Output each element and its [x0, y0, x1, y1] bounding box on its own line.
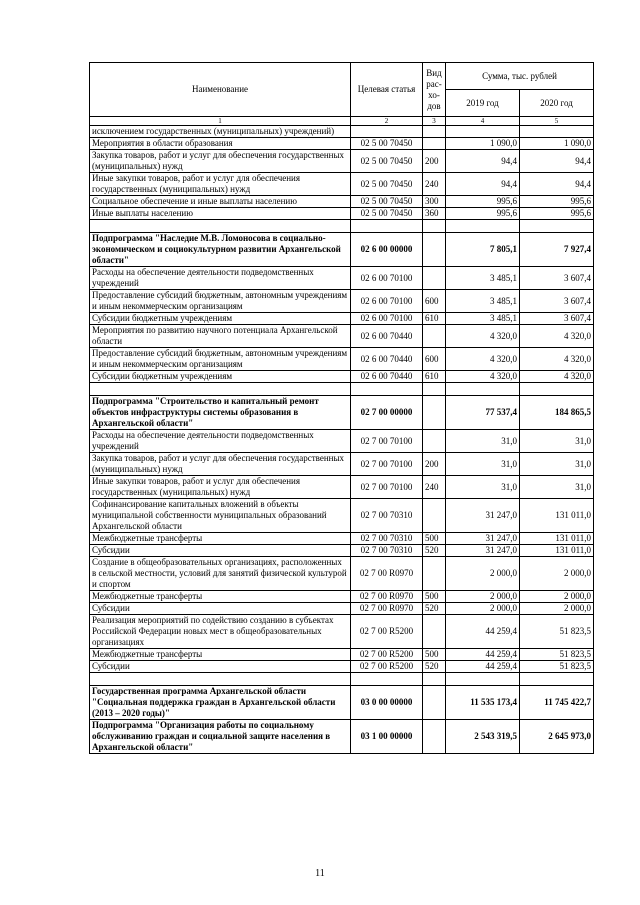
row-value-2020: 94,4	[520, 150, 594, 173]
row-value-2019: 94,4	[446, 173, 520, 196]
row-type	[423, 720, 446, 754]
row-code	[351, 126, 423, 138]
row-type	[423, 686, 446, 720]
table-row	[90, 557, 594, 591]
row-code: 03 0 00 00000	[351, 686, 423, 720]
row-type: 240	[423, 173, 446, 196]
row-value-2020: 4 320,0	[520, 371, 594, 383]
row-value-2020: 184 865,5	[520, 396, 594, 430]
row-name: Подпрограмма "Строительство и капитальный ремонт объектов инфраструктуры системы образования в Архангельской области"	[90, 396, 351, 430]
row-name: Предоставление субсидий бюджетным, автономным учреждениям и иным некоммерческим организациям	[90, 290, 351, 313]
empty-cell	[90, 383, 351, 396]
row-name: Субсидии	[90, 661, 351, 673]
empty-cell	[423, 220, 446, 233]
header-2019: 2019 год	[446, 90, 520, 117]
table-row	[90, 126, 594, 138]
row-code: 02 5 00 70450	[351, 208, 423, 220]
table-row	[90, 649, 594, 661]
row-value-2019: 1 090,0	[446, 138, 520, 150]
row-code: 02 7 00 70100	[351, 430, 423, 453]
row-value-2020: 131 011,0	[520, 499, 594, 533]
row-type	[423, 499, 446, 533]
row-value-2020: 31,0	[520, 476, 594, 499]
row-code: 02 7 00 70310	[351, 499, 423, 533]
table-row	[90, 430, 594, 453]
row-value-2019: 44 259,4	[446, 661, 520, 673]
row-code: 02 7 00 R5200	[351, 649, 423, 661]
row-code: 02 7 00 R0970	[351, 557, 423, 591]
table-row	[90, 208, 594, 220]
empty-cell	[520, 383, 594, 396]
row-name: Мероприятия по развитию научного потенциала Архангельской области	[90, 325, 351, 348]
table-header	[90, 63, 594, 126]
header-2020: 2020 год	[520, 90, 594, 117]
empty-cell	[423, 673, 446, 686]
row-value-2019: 44 259,4	[446, 649, 520, 661]
empty-cell	[520, 673, 594, 686]
column-number-row	[90, 117, 594, 126]
row-value-2019: 2 000,0	[446, 557, 520, 591]
row-code: 02 7 00 70100	[351, 476, 423, 499]
row-code: 02 7 00 70310	[351, 533, 423, 545]
row-value-2019: 995,6	[446, 208, 520, 220]
row-code: 02 7 00 R5200	[351, 615, 423, 649]
row-name: Иные закупки товаров, работ и услуг для обеспечения государственных (муниципальных) нужд	[90, 173, 351, 196]
row-value-2019: 77 537,4	[446, 396, 520, 430]
column-number: 2	[351, 117, 423, 126]
row-value-2020: 3 607,4	[520, 290, 594, 313]
row-code: 02 7 00 R5200	[351, 661, 423, 673]
table-row	[90, 150, 594, 173]
row-type	[423, 233, 446, 267]
table-row	[90, 661, 594, 673]
spacer-row	[90, 220, 594, 233]
table-row	[90, 591, 594, 603]
table-row	[90, 720, 594, 754]
row-type: 520	[423, 545, 446, 557]
row-value-2020: 51 823,5	[520, 649, 594, 661]
row-type: 500	[423, 591, 446, 603]
row-value-2019: 7 805,1	[446, 233, 520, 267]
row-type: 200	[423, 453, 446, 476]
row-value-2019: 44 259,4	[446, 615, 520, 649]
empty-cell	[90, 673, 351, 686]
row-value-2020: 131 011,0	[520, 545, 594, 557]
row-value-2020	[520, 126, 594, 138]
row-value-2020: 3 607,4	[520, 313, 594, 325]
row-name: Реализация мероприятий по содействию созданию в субъектах Российской Федерации новых мест в общеобразовательных организациях	[90, 615, 351, 649]
row-value-2020: 4 320,0	[520, 348, 594, 371]
row-value-2019: 31 247,0	[446, 533, 520, 545]
row-name: Закупка товаров, работ и услуг для обеспечения государственных (муниципальных) нужд	[90, 150, 351, 173]
row-value-2020: 51 823,5	[520, 661, 594, 673]
row-name: Расходы на обеспечение деятельности подведомственных учреждений	[90, 430, 351, 453]
row-code: 02 5 00 70450	[351, 138, 423, 150]
table-row	[90, 533, 594, 545]
row-code: 02 6 00 70440	[351, 325, 423, 348]
table-row	[90, 196, 594, 208]
row-code: 02 5 00 70450	[351, 196, 423, 208]
row-type: 360	[423, 208, 446, 220]
row-name: Социальное обеспечение и иные выплаты населению	[90, 196, 351, 208]
row-value-2020: 11 745 422,7	[520, 686, 594, 720]
row-name: Подпрограмма "Наследие М.В. Ломоносова в социально-экономическом и социокультурном развитии Архангельской области"	[90, 233, 351, 267]
row-value-2019: 2 543 319,5	[446, 720, 520, 754]
column-number: 5	[520, 117, 594, 126]
table-row	[90, 325, 594, 348]
row-name: Межбюджетные трансферты	[90, 649, 351, 661]
row-code: 02 6 00 70440	[351, 348, 423, 371]
empty-cell	[351, 220, 423, 233]
row-name: Иные закупки товаров, работ и услуг для обеспечения государственных (муниципальных) нужд	[90, 476, 351, 499]
table-row	[90, 545, 594, 557]
header-code: Целевая статья	[351, 63, 423, 117]
row-code: 02 6 00 70100	[351, 290, 423, 313]
table-row	[90, 499, 594, 533]
row-name: Субсидии	[90, 545, 351, 557]
header-name: Наименование	[90, 63, 351, 117]
row-value-2019: 31 247,0	[446, 499, 520, 533]
row-type: 610	[423, 313, 446, 325]
row-name: Иные выплаты населению	[90, 208, 351, 220]
row-type: 610	[423, 371, 446, 383]
row-type	[423, 325, 446, 348]
row-code: 02 7 00 70100	[351, 453, 423, 476]
header-sum: Сумма, тыс. рублей	[446, 63, 594, 90]
row-name: Межбюджетные трансферты	[90, 591, 351, 603]
row-value-2019: 31,0	[446, 476, 520, 499]
row-type: 240	[423, 476, 446, 499]
row-code: 02 6 00 70100	[351, 313, 423, 325]
column-number: 3	[423, 117, 446, 126]
row-type	[423, 138, 446, 150]
row-name: Межбюджетные трансферты	[90, 533, 351, 545]
table-body	[90, 126, 594, 754]
row-name: Субсидии	[90, 603, 351, 615]
row-value-2020: 31,0	[520, 453, 594, 476]
row-value-2019: 4 320,0	[446, 325, 520, 348]
column-number: 1	[90, 117, 351, 126]
row-type	[423, 396, 446, 430]
row-type: 600	[423, 290, 446, 313]
table-row	[90, 615, 594, 649]
row-value-2020: 131 011,0	[520, 533, 594, 545]
spacer-row	[90, 673, 594, 686]
table-row	[90, 453, 594, 476]
empty-cell	[446, 220, 520, 233]
row-code: 02 6 00 70100	[351, 267, 423, 290]
row-value-2020: 2 000,0	[520, 591, 594, 603]
row-code: 02 5 00 70450	[351, 173, 423, 196]
row-value-2019: 94,4	[446, 150, 520, 173]
row-name: Субсидии бюджетным учреждениям	[90, 313, 351, 325]
row-type	[423, 430, 446, 453]
row-name: Расходы на обеспечение деятельности подведомственных учреждений	[90, 267, 351, 290]
row-name: Создание в общеобразовательных организациях, расположенных в сельской местности, условий для занятий физической культурой и спортом	[90, 557, 351, 591]
header-type: Вид рас-хо-дов	[423, 63, 446, 117]
empty-cell	[520, 220, 594, 233]
row-type: 300	[423, 196, 446, 208]
row-value-2019: 2 000,0	[446, 603, 520, 615]
table-row	[90, 348, 594, 371]
table-row	[90, 686, 594, 720]
row-name: исключением государственных (муниципальных) учреждений)	[90, 126, 351, 138]
row-code: 02 6 00 00000	[351, 233, 423, 267]
row-value-2020: 7 927,4	[520, 233, 594, 267]
row-type: 600	[423, 348, 446, 371]
table-row	[90, 603, 594, 615]
row-type: 200	[423, 150, 446, 173]
table-row	[90, 396, 594, 430]
row-name: Субсидии бюджетным учреждениям	[90, 371, 351, 383]
row-value-2019: 3 485,1	[446, 267, 520, 290]
column-number: 4	[446, 117, 520, 126]
row-name: Софинансирование капитальных вложений в объекты муниципальной собственности муниципальных образований Архангельской области	[90, 499, 351, 533]
table-row	[90, 173, 594, 196]
row-value-2019	[446, 126, 520, 138]
table-row	[90, 313, 594, 325]
table-row	[90, 267, 594, 290]
row-value-2020: 995,6	[520, 208, 594, 220]
row-type	[423, 557, 446, 591]
row-value-2020: 3 607,4	[520, 267, 594, 290]
row-type: 520	[423, 603, 446, 615]
row-value-2019: 11 535 173,4	[446, 686, 520, 720]
row-code: 02 7 00 00000	[351, 396, 423, 430]
row-name: Мероприятия в области образования	[90, 138, 351, 150]
empty-cell	[351, 383, 423, 396]
row-value-2020: 4 320,0	[520, 325, 594, 348]
empty-cell	[446, 673, 520, 686]
row-code: 02 7 00 R0970	[351, 591, 423, 603]
row-code: 02 5 00 70450	[351, 150, 423, 173]
row-name: Государственная программа Архангельской области "Социальная поддержка граждан в Архангельской области (2013 – 2020 годы)"	[90, 686, 351, 720]
row-type	[423, 126, 446, 138]
table-row	[90, 476, 594, 499]
budget-table	[89, 62, 594, 754]
row-value-2019: 31 247,0	[446, 545, 520, 557]
row-value-2019: 3 485,1	[446, 313, 520, 325]
empty-cell	[90, 220, 351, 233]
row-name: Предоставление субсидий бюджетным, автономным учреждениям и иным некоммерческим организациям	[90, 348, 351, 371]
row-value-2019: 995,6	[446, 196, 520, 208]
row-value-2020: 2 645 973,0	[520, 720, 594, 754]
row-value-2020: 995,6	[520, 196, 594, 208]
row-value-2020: 1 090,0	[520, 138, 594, 150]
row-value-2019: 31,0	[446, 430, 520, 453]
row-value-2019: 4 320,0	[446, 348, 520, 371]
row-type: 500	[423, 533, 446, 545]
row-value-2020: 94,4	[520, 173, 594, 196]
row-name: Подпрограмма "Организация работы по социальному обслуживанию граждан и социальной защите населения в Архангельской области"	[90, 720, 351, 754]
row-code: 02 7 00 R0970	[351, 603, 423, 615]
row-value-2020: 51 823,5	[520, 615, 594, 649]
row-value-2019: 2 000,0	[446, 591, 520, 603]
row-value-2020: 31,0	[520, 430, 594, 453]
row-type: 500	[423, 649, 446, 661]
row-value-2020: 2 000,0	[520, 603, 594, 615]
row-code: 02 7 00 70310	[351, 545, 423, 557]
spacer-row	[90, 383, 594, 396]
row-type: 520	[423, 661, 446, 673]
empty-cell	[446, 383, 520, 396]
empty-cell	[351, 673, 423, 686]
row-value-2019: 3 485,1	[446, 290, 520, 313]
row-name: Закупка товаров, работ и услуг для обеспечения государственных (муниципальных) нужд	[90, 453, 351, 476]
row-type	[423, 267, 446, 290]
row-value-2019: 31,0	[446, 453, 520, 476]
row-value-2020: 2 000,0	[520, 557, 594, 591]
row-type	[423, 615, 446, 649]
table-row	[90, 233, 594, 267]
table-row	[90, 371, 594, 383]
table-row	[90, 138, 594, 150]
table-row	[90, 290, 594, 313]
empty-cell	[423, 383, 446, 396]
row-value-2019: 4 320,0	[446, 371, 520, 383]
row-code: 03 1 00 00000	[351, 720, 423, 754]
page-number: 11	[315, 868, 325, 879]
row-code: 02 6 00 70440	[351, 371, 423, 383]
